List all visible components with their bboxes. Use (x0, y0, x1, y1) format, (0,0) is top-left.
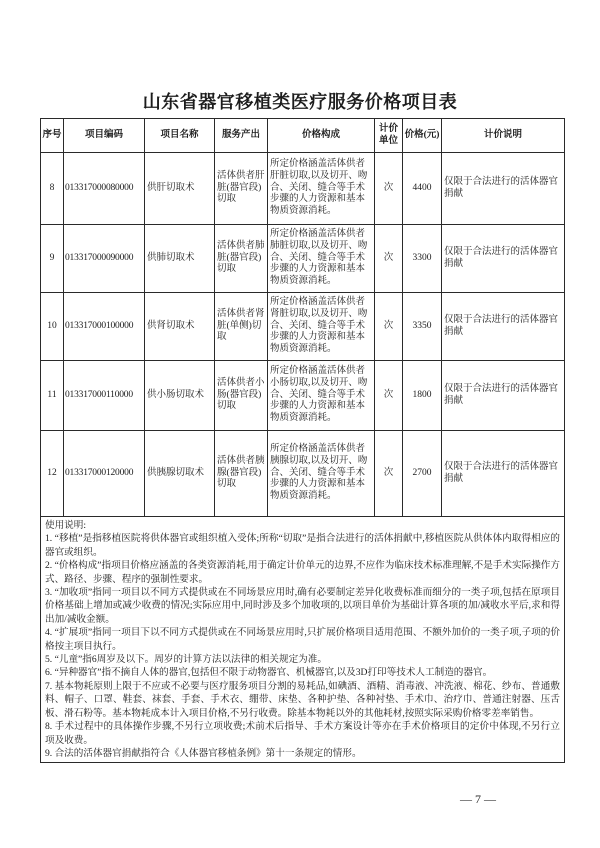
cell-output: 活体供者肾脏(单侧)切取 (215, 293, 268, 361)
cell-name: 供肾切取术 (145, 293, 215, 361)
cell-seq: 8 (41, 153, 64, 225)
cell-price: 3350 (403, 293, 442, 361)
usage-note-item: 7. 基本物耗原则上限于不应或不必要与医疗服务项目分割的易耗品,如碘酒、酒精、消毒液、冲洗液、棉花、纱布、普通敷料、帽子、口罩、鞋套、袜套、手套、手术衣、绷带、床垫、各种护垫、各种衬垫、手术巾、治疗巾、普通注射器、压舌板、滑石粉等。基本物耗成本计入项目价格,不另行收费。除基本物耗以外的其他耗材,按照实际采购价格零差率销售。 (45, 680, 560, 719)
cell-name: 供小肠切取术 (145, 361, 215, 431)
cell-name: 供肝切取术 (145, 153, 215, 225)
cell-price: 4400 (403, 153, 442, 225)
cell-note: 仅限于合法进行的活体器官捐献 (442, 225, 565, 293)
col-header-name: 项目名称 (145, 119, 215, 153)
usage-note-item: 6. “异种器官”指不摘自人体的器官,包括但不限于动物器官、机械器官,以及3D打印等技术人工制造的器官。 (45, 667, 493, 679)
cell-code: 013317000090000 (64, 225, 145, 293)
cell-unit: 次 (375, 225, 403, 293)
cell-seq: 10 (41, 293, 64, 361)
cell-code: 013317000110000 (64, 361, 145, 431)
table-row (41, 153, 565, 225)
cell-output: 活体供者胰腺(器官段)切取 (215, 431, 268, 517)
cell-seq: 11 (41, 361, 64, 431)
cell-note: 仅限于合法进行的活体器官捐献 (442, 153, 565, 225)
cell-composition: 所定价格涵盖活体供者肝脏切取,以及切开、吻合、关闭、缝合等手术步骤的人力资源和基本物质资源消耗。 (268, 153, 375, 225)
col-header-note: 计价说明 (442, 119, 565, 153)
col-header-composition: 价格构成 (268, 119, 375, 153)
cell-name: 供肺切取术 (145, 225, 215, 293)
cell-unit: 次 (375, 293, 403, 361)
cell-composition: 所定价格涵盖活体供者肺脏切取,以及切开、吻合、关闭、缝合等手术步骤的人力资源和基本物质资源消耗。 (268, 225, 375, 293)
usage-note-item: 4. “扩展项”指同一项目下以不同方式提供或在不同场景应用时,只扩展价格项目适用范围、不额外加价的一类子项,子项的价格按主项目执行。 (45, 627, 560, 652)
cell-output: 活体供者肺脏(器官段)切取 (215, 225, 268, 293)
cell-composition: 所定价格涵盖活体供者肾脏切取,以及切开、吻合、关闭、缝合等手术步骤的人力资源和基本物质资源消耗。 (268, 293, 375, 361)
cell-name: 供胰腺切取术 (145, 431, 215, 517)
usage-note-item: 5. “儿童”指6周岁及以下。周岁的计算方法以法律的相关规定为准。 (45, 654, 327, 666)
col-header-seq: 序号 (41, 119, 64, 153)
cell-note: 仅限于合法进行的活体器官捐献 (442, 293, 565, 361)
cell-seq: 9 (41, 225, 64, 293)
cell-code: 013317000100000 (64, 293, 145, 361)
cell-output: 活体供者肝脏(器官段)切取 (215, 153, 268, 225)
cell-composition: 所定价格涵盖活体供者小肠切取,以及切开、吻合、关闭、缝合等手术步骤的人力资源和基本物质资源消耗。 (268, 361, 375, 431)
cell-output: 活体供者小肠(器官段)切取 (215, 361, 268, 431)
usage-note-item: 2. “价格构成”指项目价格应涵盖的各类资源消耗,用于确定计价单元的边界,不应作为临床技术标准理解,不是手术实际操作方式、路径、步骤、程序的强制性要求。 (45, 560, 560, 585)
col-header-code: 项目编码 (64, 119, 145, 153)
cell-code: 013317000120000 (64, 431, 145, 517)
usage-notes (41, 517, 565, 763)
cell-price: 1800 (403, 361, 442, 431)
usage-notes-title: 使用说明: (45, 520, 87, 531)
table-row (41, 293, 565, 361)
usage-note-item: 3. “加收项”指同一项目以不同方式提供或在不同场景应用时,确有必要制定差异化收费标准而细分的一类子项,包括在原项目价格基础上增加或减少收费的情况;实际应用中,同时涉及多个加收项的,以项目单价为基础计算各项的加/减收水平后,求和得出加/减收金额。 (45, 587, 560, 625)
cell-seq: 12 (41, 431, 64, 517)
cell-note: 仅限于合法进行的活体器官捐献 (442, 361, 565, 431)
usage-note-item: 9. 合法的活体器官捐献指符合《人体器官移植条例》第十一条规定的情形。 (45, 747, 362, 759)
col-header-price: 价格(元) (403, 119, 442, 153)
cell-code: 013317000080000 (64, 153, 145, 225)
cell-unit: 次 (375, 153, 403, 225)
usage-notes-row (41, 517, 565, 763)
cell-unit: 次 (375, 361, 403, 431)
usage-note-item: 1. “移植”是指移植医院将供体器官或组织植入受体;所称“切取”是指合法进行的活体捐献中,移植医院从供体体内取得相应的器官或组织。 (45, 533, 560, 558)
cell-composition: 所定价格涵盖活体供者胰腺切取,以及切开、吻合、关闭、缝合等手术步骤的人力资源和基本物质资源消耗。 (268, 431, 375, 517)
col-header-output: 服务产出 (215, 119, 268, 153)
page-title: 山东省器官移植类医疗服务价格项目表 (142, 92, 458, 112)
cell-unit: 次 (375, 431, 403, 517)
cell-note: 仅限于合法进行的活体器官捐献 (442, 431, 565, 517)
usage-note-item: 8. 手术过程中的具体操作步骤,不另行立项收费;术前术后指导、手术方案设计等亦在手术价格项目的定价中体现,不另行立项及收费。 (45, 721, 560, 746)
cell-price: 3300 (403, 225, 442, 293)
table-row (41, 431, 565, 517)
price-table (40, 118, 565, 763)
table-row (41, 225, 565, 293)
col-header-unit: 计价单位 (375, 119, 403, 153)
page-number: — 7 — (460, 792, 496, 806)
table-header-row (41, 119, 565, 153)
cell-price: 2700 (403, 431, 442, 517)
table-row (41, 361, 565, 431)
